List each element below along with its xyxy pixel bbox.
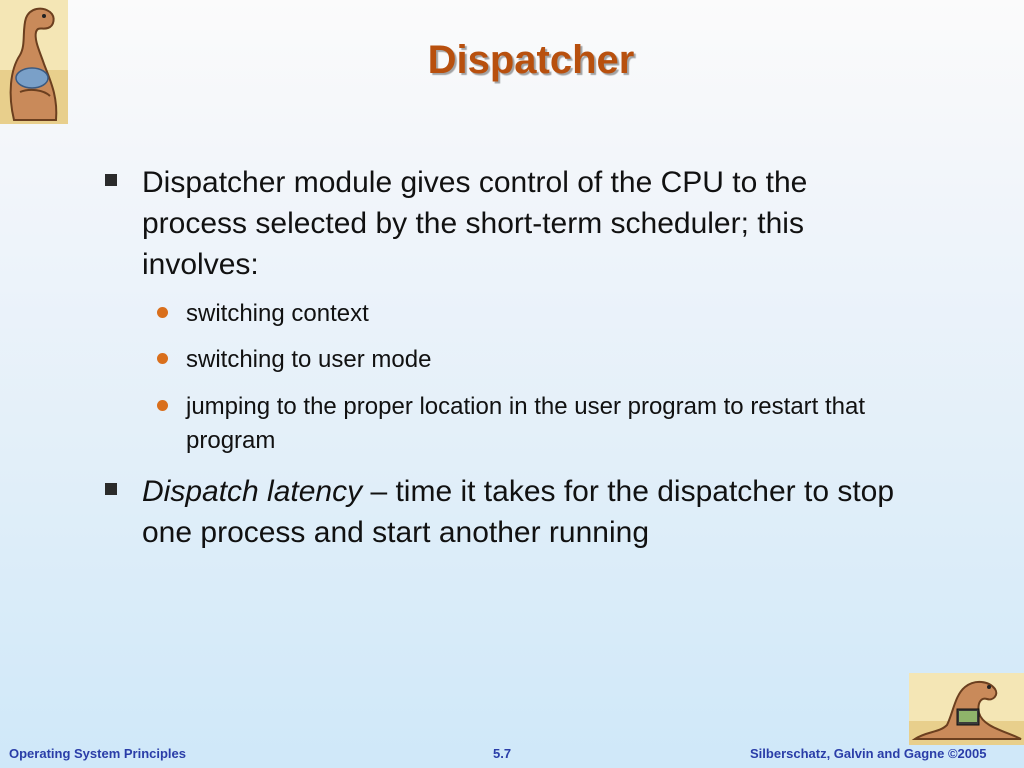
slide-title: Dispatcher [427,38,635,82]
sub-bullet-text: switching context [186,300,369,327]
round-bullet-icon [157,307,168,318]
bullet-text: Dispatcher module gives control of the CPU to the process selected by the short-term scheduler; this involves: [142,166,808,281]
term-dispatch-latency: Dispatch latency [142,475,363,508]
term-definition: – time it takes for the dispatcher to stop one process and start another running [142,475,895,549]
footer-course-name: Operating System Principles [9,746,187,761]
round-bullet-icon [157,353,168,364]
round-bullet-icon [157,400,168,411]
square-bullet-icon [105,483,117,495]
square-bullet-icon [105,174,117,186]
sub-bullet-text: switching to user mode [186,346,432,373]
footer-page-number: 5.7 [493,746,512,761]
footer-copyright: Silberschatz, Galvin and Gagne ©2005 [750,746,987,761]
dinosaur-logo-bottom-icon [909,673,1024,745]
bullet-text [142,471,912,553]
sub-bullet-text: jumping to the proper location in the user program to restart that program [186,393,866,454]
